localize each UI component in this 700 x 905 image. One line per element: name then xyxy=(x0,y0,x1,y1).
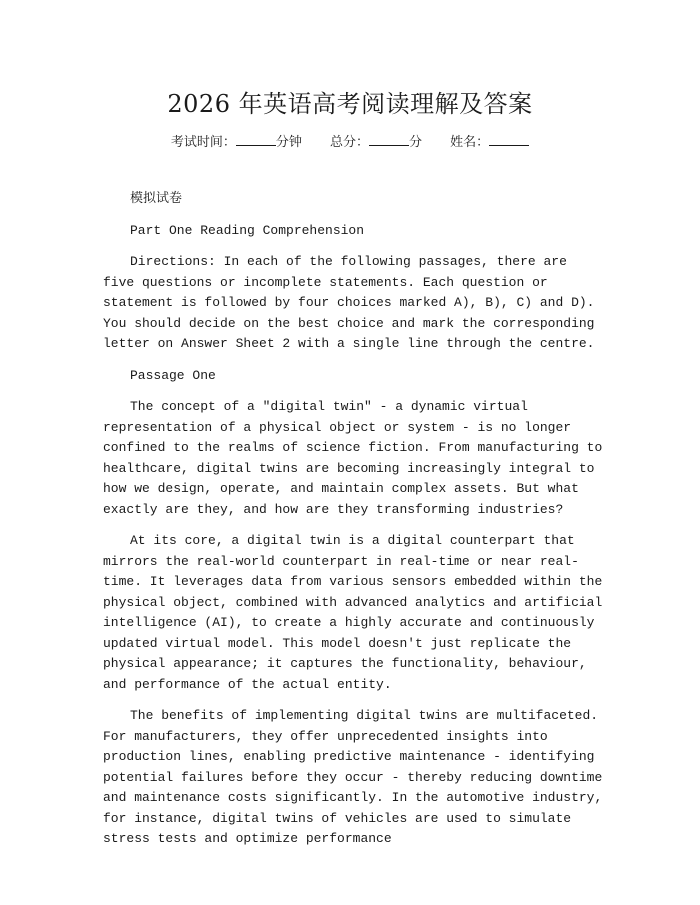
document-body xyxy=(103,189,603,861)
exam-score xyxy=(330,135,422,150)
section-label: 模拟试卷 xyxy=(130,191,183,206)
directions-paragraph: Directions: In each of the following passages, there are five questions or incomplete statements. Each question or statement is followed by four choices marked A), B), C) and D). You should decide on the best choice and mark the corresponding letter on Answer Sheet 2 with a single line through the centre. xyxy=(103,254,595,351)
exam-info-line xyxy=(0,131,700,150)
passage-paragraph: The concept of a "digital twin" - a dynamic virtual representation of a physical object or system - is no longer confined to the realms of science fiction. From manufacturing to healthcare, digital twins are becoming increasingly integral to how we design, operate, and maintain complex assets. But what exactly are they, and how are they transforming industries? xyxy=(103,399,603,517)
passage-paragraph: At its core, a digital twin is a digital counterpart that mirrors the real-world counterpart in real-time or near real-time. It leverages data from various sensors embedded within the physical object, combined with advanced analytics and artificial intelligence (AI), to create a highly accurate and continuously updated virtual model. This model doesn't just replicate the physical appearance; it captures the functionality, behaviour, and performance of the actual entity. xyxy=(103,533,603,692)
document-title: 2026 年英语高考阅读理解及答案 xyxy=(167,90,533,118)
passage-paragraph: The benefits of implementing digital twins are multifaceted. For manufacturers, they offer unprecedented insights into production lines, enabling predictive maintenance - identifying potential failures before they occur - thereby reducing downtime and maintenance costs significantly. In the automotive industry, for instance, digital twins of vehicles are used to simulate stress tests and optimize performance xyxy=(103,708,603,846)
score-blank xyxy=(369,133,409,146)
passage-label: Passage One xyxy=(130,367,216,383)
time-unit: 分钟 xyxy=(275,135,302,150)
name-label: 姓名： xyxy=(450,135,490,150)
exam-time xyxy=(171,135,302,150)
score-unit: 分 xyxy=(409,135,423,150)
part-heading: Part One Reading Comprehension xyxy=(130,222,365,238)
name-blank xyxy=(489,133,529,146)
time-label: 考试时间： xyxy=(170,135,236,150)
score-label: 总分： xyxy=(329,135,369,150)
exam-name xyxy=(450,135,529,150)
time-blank xyxy=(236,133,276,146)
